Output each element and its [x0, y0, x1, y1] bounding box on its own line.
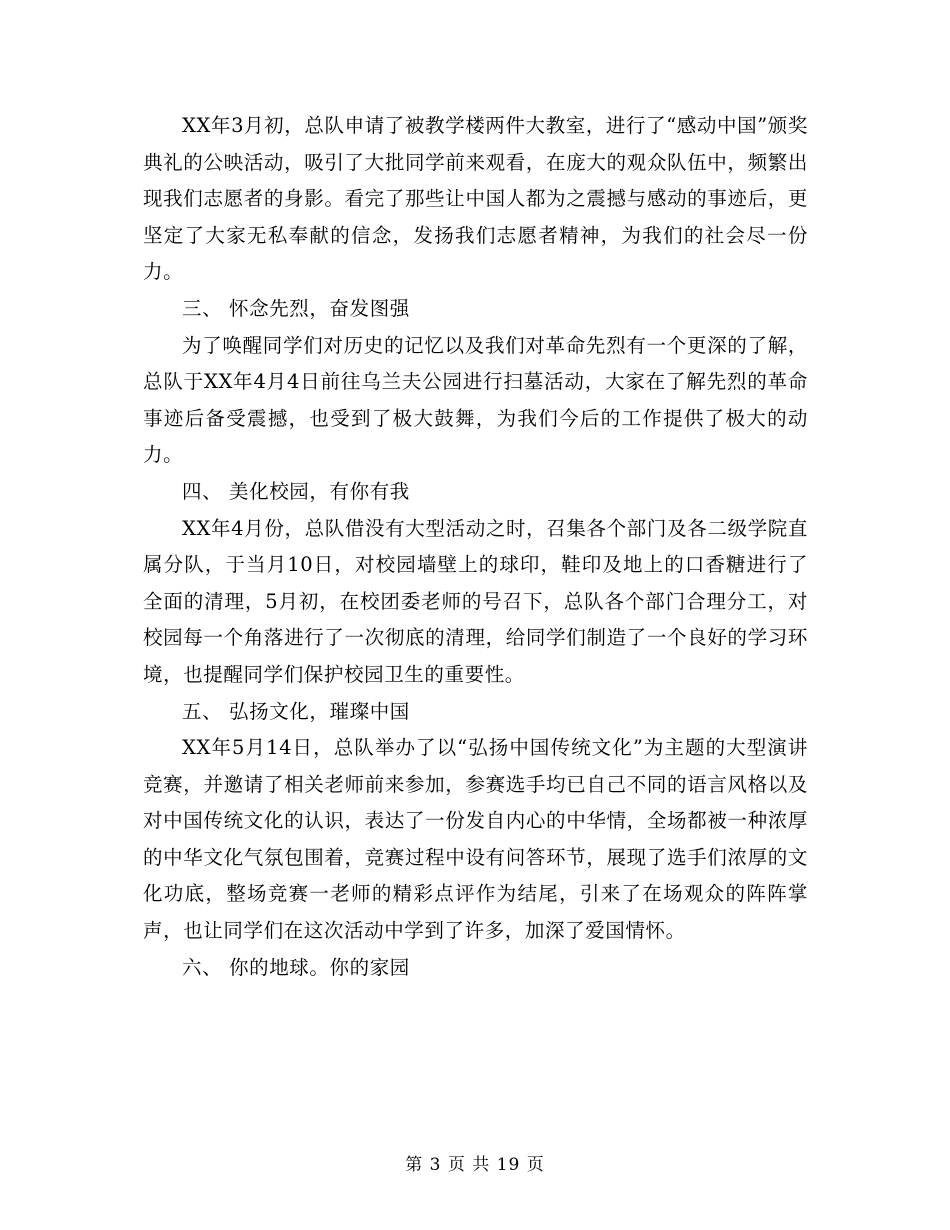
paragraph-campus-cleanup: XX年4月份，总队借没有大型活动之时，召集各个部门及各二级学院直属分队，于当月10日，对校园墙壁上的球印，鞋印及地上的口香糖进行了全面的清理，5月初，在校团委老师的号召下，总队各个部门合理分工，对校园每一个角落进行了一次彻底的清理，给同学们制造了一个良好的学习环境，也提醒同学们保护校园卫生的重要性。: [143, 516, 808, 686]
section-heading-four: 四、 美化校园，有你有我: [182, 479, 410, 503]
paragraph-speech-contest: XX年5月14日，总队举办了以“弘扬中国传统文化”为主题的大型演讲竞赛，并邀请了相关老师前来参加，参赛选手均已自己不同的语言风格以及对中国传统文化的认识，表达了一份发自内心的中华情，全场都被一种浓厚的中华文化气氛包围着，竞赛过程中设有问答环节，展现了选手们浓厚的文化功底，整场竞赛一老师的精彩点评作为结尾，引来了在场观众的阵阵掌声，也让同学们在这次活动中学到了许多，加深了爱国情怀。: [143, 736, 808, 943]
document-body: [143, 108, 808, 986]
paragraph-tomb-sweeping: 为了唤醒同学们对历史的记忆以及我们对革命先烈有一个更深的了解，总队于XX年4月4日前往乌兰夫公园进行扫墓活动，大家在了解先烈的革命事迹后备受震撼，也受到了极大鼓舞，为我们今后的工作提供了极大的动力。: [143, 333, 808, 467]
section-heading-six: 六、 你的地球。你的家园: [182, 955, 410, 979]
section-heading-three: 三、 怀念先烈，奋发图强: [182, 296, 410, 320]
section-heading-five: 五、 弘扬文化，璀璨中国: [182, 699, 410, 723]
paragraph-volunteer-screening: XX年3月初，总队申请了被教学楼两件大教室，进行了“感动中国”颁奖典礼的公映活动，吸引了大批同学前来观看，在庞大的观众队伍中，频繁出现我们志愿者的身影。看完了那些让中国人都为之震撼与感动的事迹后，更坚定了大家无私奉献的信念，发扬我们志愿者精神，为我们的社会尽一份力。: [143, 114, 808, 284]
page-number-footer: 第 3 页 共 19 页: [405, 1155, 545, 1175]
